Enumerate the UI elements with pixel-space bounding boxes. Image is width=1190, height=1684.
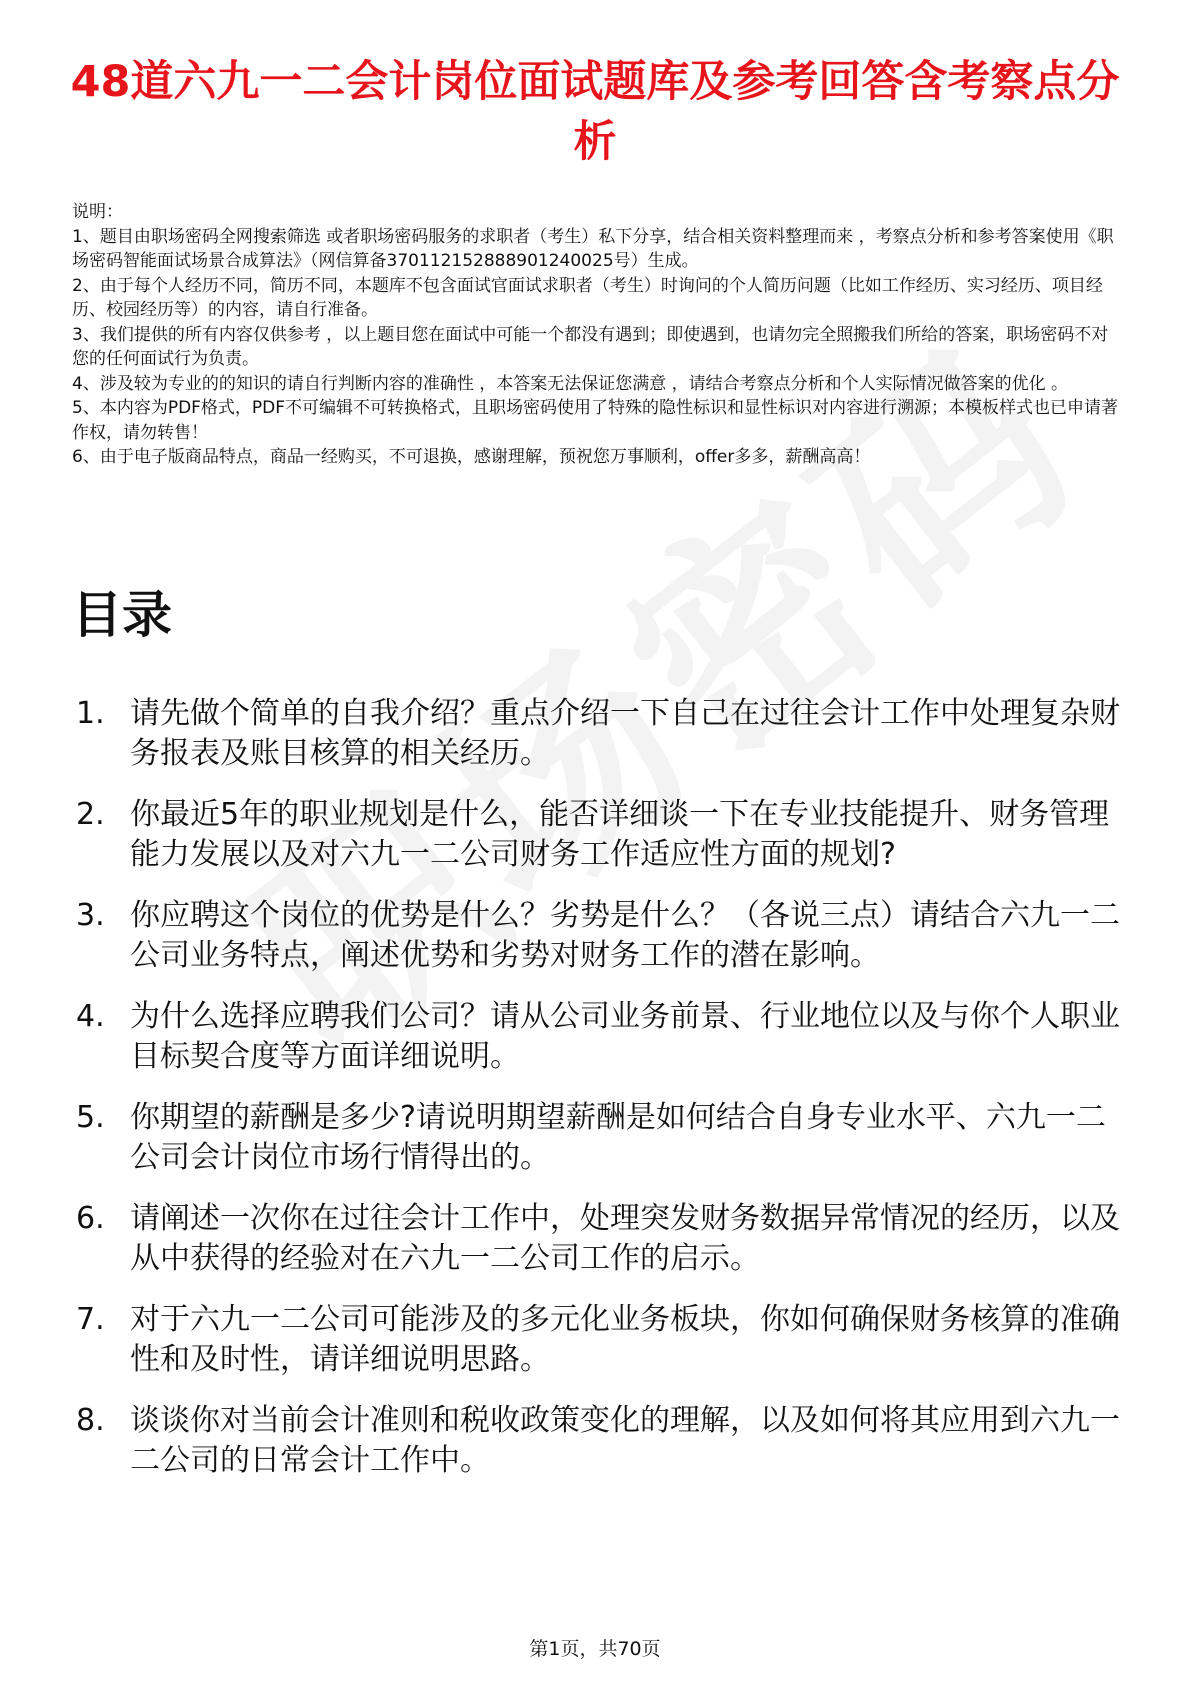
- toc-title: 目录: [72, 586, 172, 644]
- question-number: 4.: [76, 999, 105, 1034]
- question-number: 3.: [76, 898, 105, 933]
- question-item: [72, 1098, 1122, 1178]
- question-item: [72, 1300, 1122, 1380]
- question-text: 请先做个简单的自我介绍？重点介绍一下自己在过往会计工作中处理复杂财务报表及账目核算的相关经历。: [130, 696, 1120, 771]
- note-item: 4、涉及较为专业的的知识的请自行判断内容的准确性 ，本答案无法保证您满意 ，请结合考察点分析和个人实际情况做答案的优化 。: [72, 373, 1069, 394]
- question-text: 你期望的薪酬是多少?请说明期望薪酬是如何结合自身专业水平、六九一二公司会计岗位市场行情得出的。: [130, 1100, 1106, 1175]
- question-item: [72, 997, 1122, 1077]
- question-item: [72, 694, 1122, 774]
- note-item: 3、我们提供的所有内容仅供参考 ，以上题目您在面试中可能一个都没有遇到；即使遇到，也请勿完全照搬我们所给的答案，职场密码不对您的任何面试行为负责。: [72, 324, 1109, 369]
- question-text: 你最近5年的职业规划是什么，能否详细谈一下在专业技能提升、财务管理能力发展以及对六九一二公司财务工作适应性方面的规划?: [130, 797, 1110, 872]
- question-item: [72, 795, 1122, 875]
- question-number: 1.: [76, 696, 105, 731]
- question-text: 你应聘这个岗位的优势是什么？劣势是什么？（各说三点）请结合六九一二公司业务特点，阐述优势和劣势对财务工作的潜在影响。: [130, 898, 1120, 973]
- question-text: 谈谈你对当前会计准则和税收政策变化的理解，以及如何将其应用到六九一二公司的日常会计工作中。: [130, 1403, 1120, 1478]
- page-number: 第1页，共70页: [529, 1638, 661, 1660]
- question-number: 5.: [76, 1100, 105, 1135]
- note-item: 5、本内容为PDF格式，PDF不可编辑不可转换格式，且职场密码使用了特殊的隐性标识和显性标识对内容进行溯源；本模板样式也已申请著作权，请勿转售！: [72, 398, 1119, 443]
- question-number: 2.: [76, 797, 105, 832]
- question-text: 为什么选择应聘我们公司？请从公司业务前景、行业地位以及与你个人职业目标契合度等方面详细说明。: [130, 999, 1120, 1074]
- notes-heading: 说明：: [72, 202, 123, 222]
- question-list: [72, 694, 1122, 1502]
- question-item: [72, 1401, 1122, 1481]
- question-item: [72, 896, 1122, 976]
- question-number: 8.: [76, 1403, 105, 1438]
- note-item: 1、题目由职场密码全网搜索筛选 或者职场密码服务的求职者（考生）私下分享，结合相关资料整理而来 ，考察点分析和参考答案使用《职场密码智能面试场景合成算法》（网信算备370112152888901240025号）生成。: [72, 226, 1114, 271]
- question-number: 7.: [76, 1302, 105, 1337]
- question-text: 对于六九一二公司可能涉及的多元化业务板块，你如何确保财务核算的准确性和及时性，请详细说明思路。: [130, 1302, 1120, 1377]
- question-item: [72, 1199, 1122, 1279]
- note-item: 2、由于每个人经历不同，简历不同，本题库不包含面试官面试求职者（考生）时询问的个人简历问题（比如工作经历、实习经历、项目经历、校园经历等）的内容，请自行准备。: [72, 275, 1103, 320]
- question-text: 请阐述一次你在过往会计工作中，处理突发财务数据异常情况的经历，以及从中获得的经验对在六九一二公司工作的启示。: [130, 1201, 1120, 1276]
- document-title: 48道六九一二会计岗位面试题库及参考回答含考察点分析: [70, 57, 1120, 167]
- note-item: 6、由于电子版商品特点，商品一经购买，不可退换，感谢理解，预祝您万事顺利，offer多多，薪酬高高！: [72, 447, 871, 467]
- question-number: 6.: [76, 1201, 105, 1236]
- notes-section: [72, 200, 1122, 470]
